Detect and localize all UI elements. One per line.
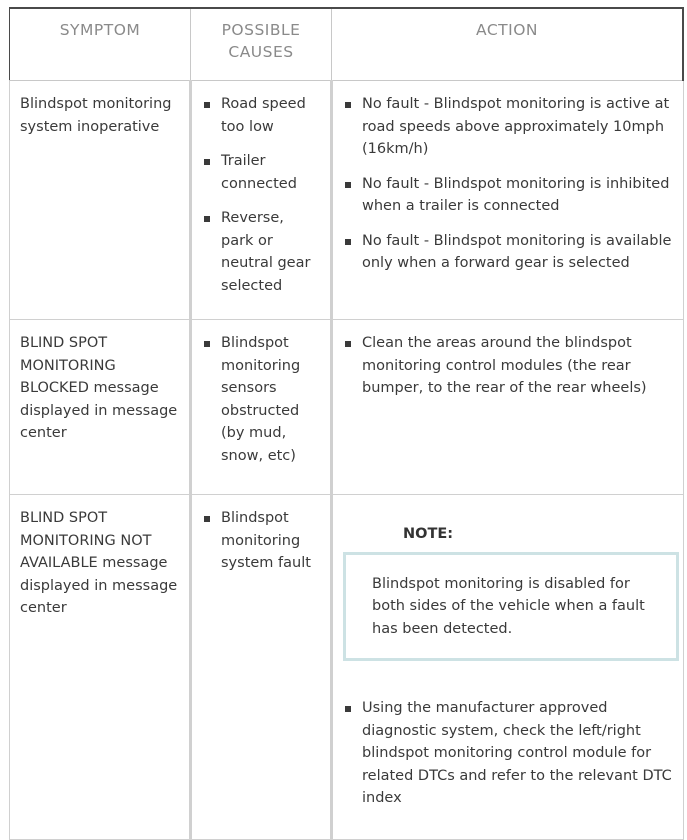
causes-list	[202, 332, 320, 467]
header-symptom: SYMPTOM	[10, 8, 191, 81]
cause-item: Trailer connected	[202, 150, 320, 195]
causes-cell	[191, 320, 332, 495]
actions-list	[343, 332, 673, 400]
cause-item: Reverse, park or neutral gear selected	[202, 207, 320, 297]
diagnostic-table	[9, 7, 684, 840]
table-row	[10, 495, 684, 840]
causes-list	[202, 507, 320, 575]
table-row	[10, 320, 684, 495]
action-item: No fault - Blindspot monitoring is available only when a forward gear is selected	[343, 230, 673, 275]
actions-list	[343, 697, 673, 810]
action-item: No fault - Blindspot monitoring is active at road speeds above approximately 10mph (16km/h)	[343, 93, 673, 161]
action-cell	[332, 320, 684, 495]
symptom-cell: BLIND SPOT MONITORING BLOCKED message displayed in message center	[10, 320, 191, 495]
note-title: NOTE:	[403, 526, 454, 542]
cause-item: Blindspot monitoring system fault	[202, 507, 320, 575]
header-row	[10, 8, 684, 81]
causes-list	[202, 93, 320, 297]
actions-list	[343, 93, 673, 275]
action-cell	[332, 495, 684, 840]
action-item: Using the manufacturer approved diagnostic system, check the left/right blindspot monitoring control module for related DTCs and refer to the relevant DTC index	[343, 697, 673, 810]
action-cell	[332, 81, 684, 320]
action-item: Clean the areas around the blindspot monitoring control modules (the rear bumper, to the rear of the rear wheels)	[343, 332, 673, 400]
causes-cell	[191, 81, 332, 320]
table-row	[10, 81, 684, 320]
causes-cell	[191, 495, 332, 840]
note-text: Blindspot monitoring is disabled for both sides of the vehicle when a fault has been detected.	[372, 575, 645, 637]
action-item: No fault - Blindspot monitoring is inhibited when a trailer is connected	[343, 173, 673, 218]
symptom-cell: BLIND SPOT MONITORING NOT AVAILABLE message displayed in message center	[10, 495, 191, 840]
cause-item: Blindspot monitoring sensors obstructed (by mud, snow, etc)	[202, 332, 320, 467]
cause-item: Road speed too low	[202, 93, 320, 138]
symptom-cell: Blindspot monitoring system inoperative	[10, 81, 191, 320]
note-box	[343, 552, 679, 662]
header-action: ACTION	[332, 8, 684, 81]
header-possible-causes: POSSIBLE CAUSES	[191, 8, 332, 81]
